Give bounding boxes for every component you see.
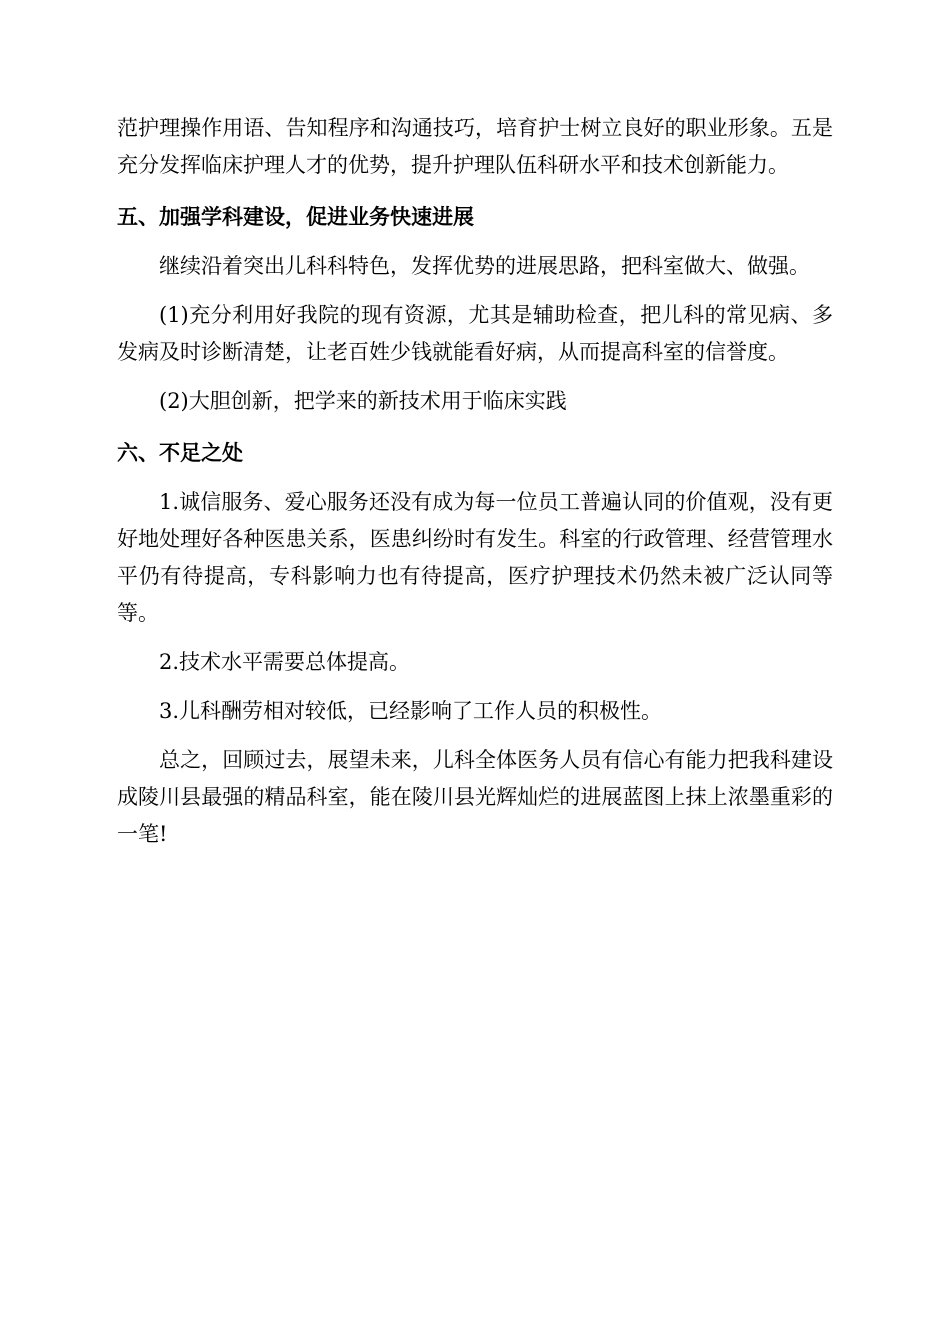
conclusion-paragraph: 总之，回顾过去，展望未来，儿科全体医务人员有信心有能力把我科建设成陵川县最强的精品科室，能在陵川县光辉灿烂的进展蓝图上抹上浓墨重彩的一笔! [117,748,833,846]
section-6-paragraph-item-1: 1.诚信服务、爱心服务还没有成为每一位员工普遍认同的价值观，没有更好地处理好各种医患关系，医患纠纷时有发生。科室的行政管理、经营管理水平仍有待提高，专科影响力也有待提高，医疗护理技术仍然未被广泛认同等等。 [117,490,833,625]
continued-paragraph: 范护理操作用语、告知程序和沟通技巧，培育护士树立良好的职业形象。五是充分发挥临床护理人才的优势，提升护理队伍科研水平和技术创新能力。 [117,116,833,177]
section-5-heading: 五、加强学科建设，促进业务快速进展 [117,205,474,229]
section-5-paragraph-intro: 继续沿着突出儿科科特色，发挥优势的进展思路，把科室做大、做强。 [159,254,810,278]
section-6-heading: 六、不足之处 [117,441,243,465]
document-body [117,110,833,853]
section-5-paragraph-item-1: (1)充分利用好我院的现有资源，尤其是辅助检查，把儿科的常见病、多发病及时诊断清楚，让老百姓少钱就能看好病，从而提高科室的信誉度。 [117,303,833,364]
section-6-paragraph-item-2: 2.技术水平需要总体提高。 [159,650,411,674]
section-5-paragraph-item-2: (2)大胆创新，把学来的新技术用于临床实践 [159,389,567,413]
section-6-paragraph-item-3: 3.儿科酬劳相对较低，已经影响了工作人员的积极性。 [159,699,663,723]
